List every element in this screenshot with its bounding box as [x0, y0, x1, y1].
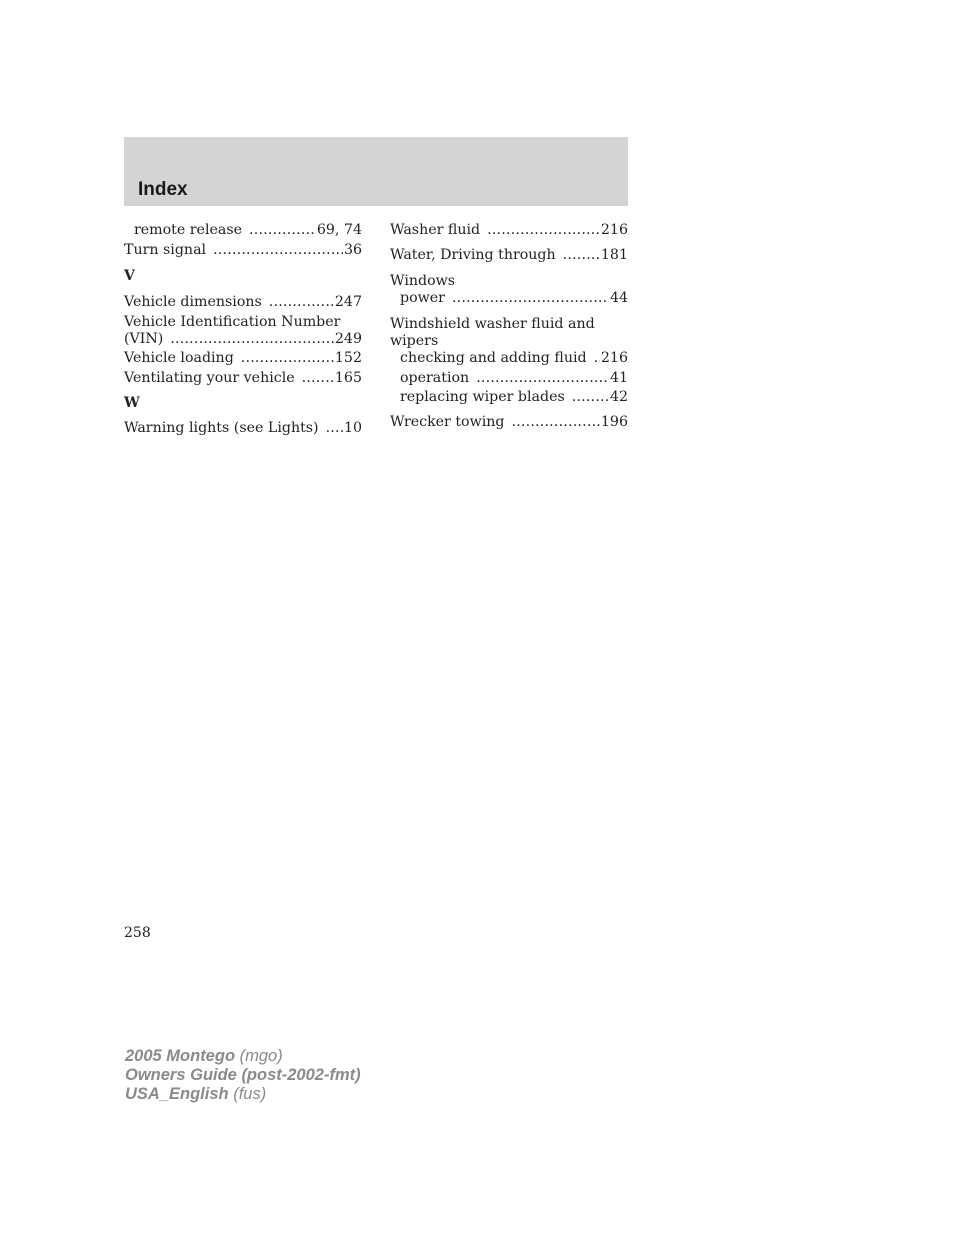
index-entry-line: Vehicle Identification Number — [124, 314, 341, 330]
index-header-band — [124, 137, 628, 206]
index-column-left — [124, 222, 362, 437]
footer-model: 2005 Montego — [125, 1047, 236, 1065]
entry-page: 42 — [609, 389, 628, 405]
index-entry — [124, 294, 362, 311]
leader-dots — [326, 420, 343, 437]
page-number: 258 — [124, 925, 151, 941]
index-entry-heading: Windshield washer fluid and — [390, 316, 595, 332]
footer-language: USA_English — [125, 1085, 229, 1103]
entry-text: Ventilating your vehicle — [124, 370, 295, 386]
index-entry — [124, 350, 362, 367]
entry-text: Turn signal — [124, 242, 207, 258]
leader-dots — [452, 290, 609, 307]
index-subentry — [390, 389, 628, 406]
index-subentry — [390, 350, 628, 367]
entry-page: 249 — [334, 331, 362, 347]
entry-text: Warning lights (see Lights) — [124, 420, 319, 436]
index-entry — [124, 331, 362, 348]
entry-text: remote release — [134, 222, 243, 238]
footer-guide: Owners Guide (post-2002-fmt) — [125, 1066, 361, 1084]
index-entry-heading-cont: wipers — [390, 333, 439, 349]
index-column-right — [390, 222, 628, 431]
footer-language-code: (fus) — [228, 1085, 267, 1103]
entry-text: Water, Driving through — [390, 247, 556, 263]
leader-dots — [269, 294, 334, 311]
entry-page: 165 — [334, 370, 362, 386]
entry-page: 44 — [609, 290, 628, 306]
entry-text: Vehicle loading — [124, 350, 234, 366]
entry-page: 247 — [334, 294, 362, 310]
index-entry — [390, 247, 628, 264]
index-entry — [124, 222, 362, 239]
leader-dots — [213, 242, 343, 259]
index-entry — [124, 370, 362, 387]
leader-dots — [512, 414, 600, 431]
entry-page: 10 — [343, 420, 362, 436]
index-entry — [390, 222, 628, 239]
index-entry-heading: Windows — [390, 273, 456, 289]
section-letter-w: W — [124, 395, 140, 411]
entry-text: (VIN) — [124, 331, 164, 347]
entry-text: Wrecker towing — [390, 414, 505, 430]
leader-dots — [563, 247, 600, 264]
leader-dots — [594, 350, 600, 367]
leader-dots — [241, 350, 334, 367]
footer-line — [125, 1066, 361, 1085]
index-subentry — [390, 370, 628, 387]
leader-dots — [487, 222, 600, 239]
leader-dots — [476, 370, 609, 387]
footer-model-code: (mgo) — [235, 1047, 283, 1065]
index-entry — [124, 242, 362, 259]
entry-text: checking and adding fluid — [400, 350, 587, 366]
entry-page: 41 — [609, 370, 628, 386]
footer-line — [125, 1085, 361, 1104]
entry-text: power — [400, 290, 445, 306]
entry-text: operation — [400, 370, 470, 386]
entry-text: replacing wiper blades — [400, 389, 565, 405]
entry-text: Vehicle dimensions — [124, 294, 262, 310]
footer-line — [125, 1047, 361, 1066]
entry-text: Washer fluid — [390, 222, 481, 238]
leader-dots — [302, 370, 334, 387]
leader-dots — [170, 331, 334, 348]
leader-dots — [572, 389, 609, 406]
index-entry — [124, 420, 362, 437]
entry-page: 36 — [343, 242, 362, 258]
document-footer — [125, 1047, 361, 1104]
index-subentry — [390, 290, 628, 307]
entry-page: 196 — [600, 414, 628, 430]
entry-page: 69, 74 — [316, 222, 362, 238]
page-title: Index — [138, 179, 188, 200]
entry-page: 181 — [600, 247, 628, 263]
entry-page: 216 — [600, 222, 628, 238]
leader-dots — [249, 222, 316, 239]
section-letter-v: V — [124, 268, 135, 284]
entry-page: 216 — [600, 350, 628, 366]
entry-page: 152 — [334, 350, 362, 366]
index-entry — [390, 414, 628, 431]
